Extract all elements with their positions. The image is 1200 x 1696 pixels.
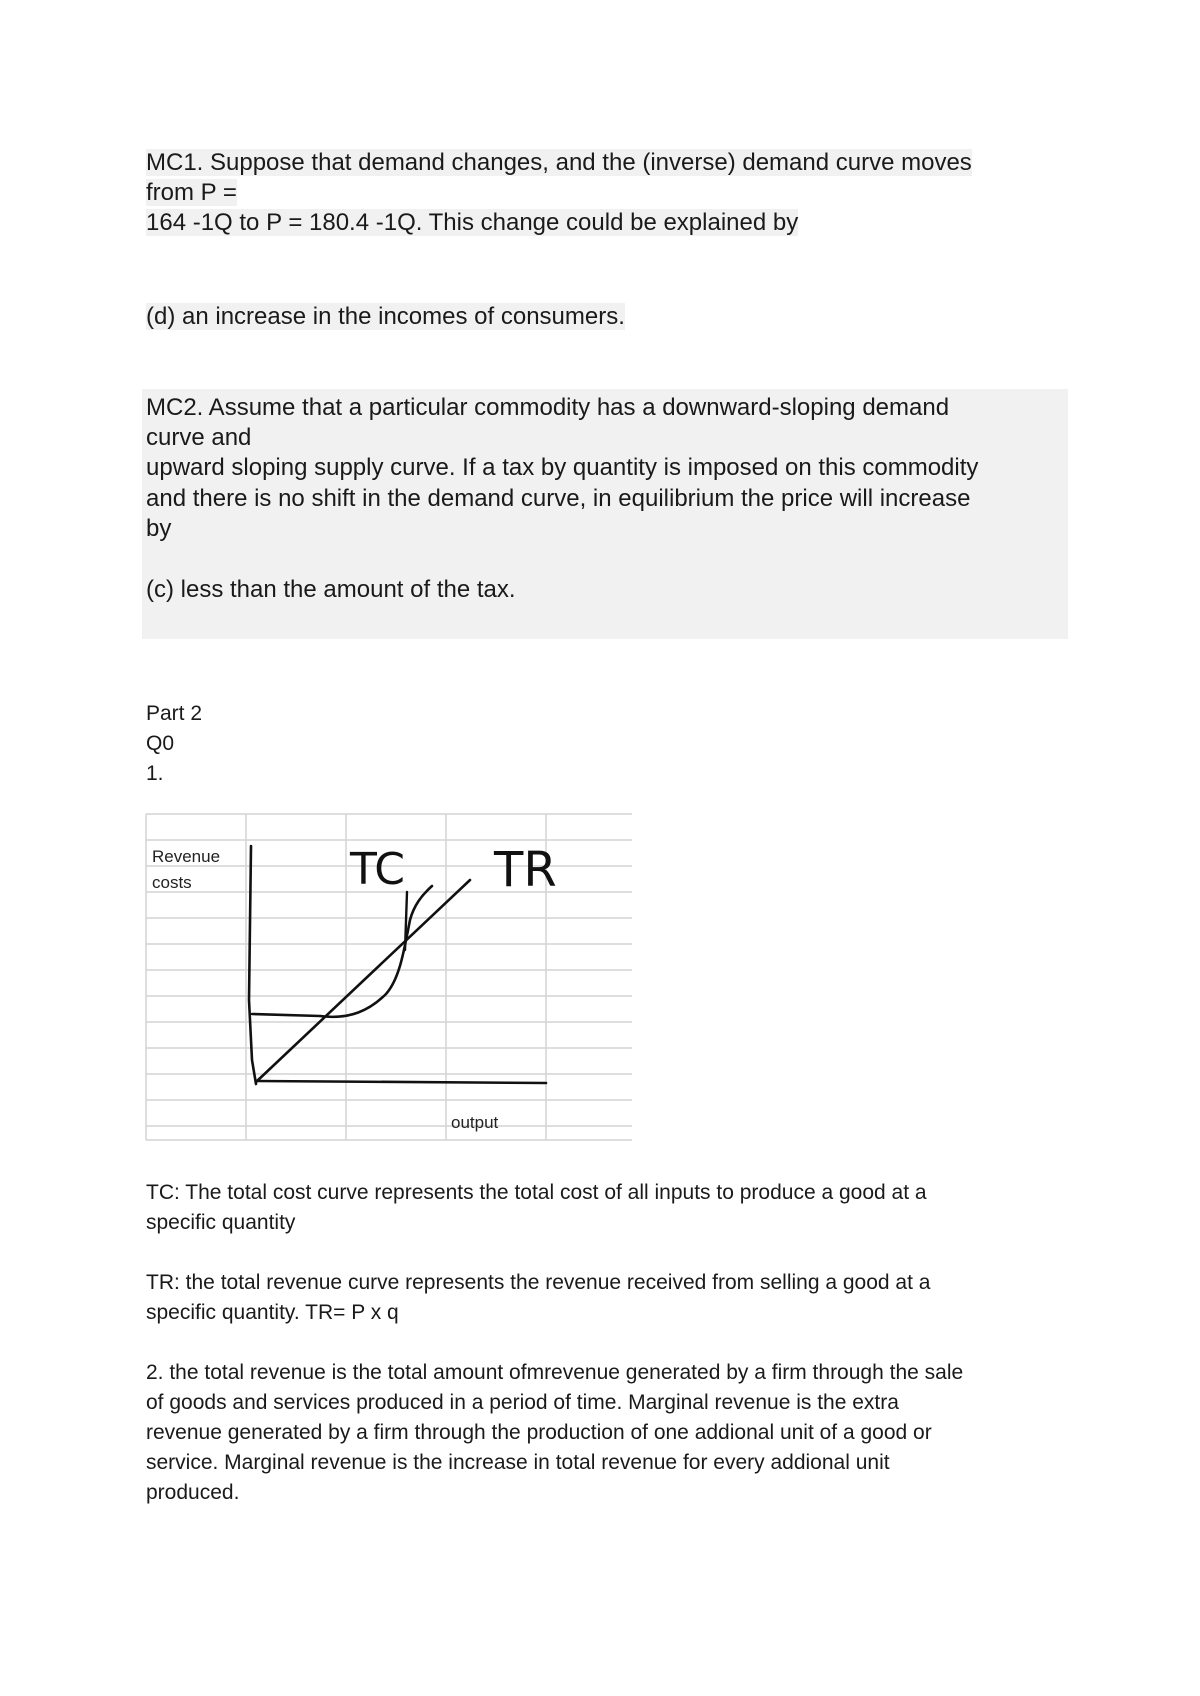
y-axis-label-costs: costs bbox=[152, 873, 192, 892]
answer2-line-4: service. Marginal revenue is the increase in total revenue for every addional unit bbox=[146, 1451, 890, 1474]
mc2-question-line-1: MC2. Assume that a particular commodity has a downward-sloping demand bbox=[146, 394, 950, 421]
mc2-question-line-4: and there is no shift in the demand curve, in equilibrium the price will increase bbox=[146, 485, 971, 512]
mc1-question-line-2: from P = bbox=[146, 179, 237, 206]
y-axis-label-revenue: Revenue bbox=[152, 847, 221, 866]
mc1-answer: (d) an increase in the incomes of consumers. bbox=[146, 303, 625, 330]
tr-definition-line-2: specific quantity. TR= P x q bbox=[146, 1301, 399, 1324]
tc-curve bbox=[252, 886, 432, 1017]
tr-definition-line-1: TR: the total revenue curve represents the revenue received from selling a good at a bbox=[146, 1271, 931, 1294]
x-axis-label-output: output bbox=[451, 1113, 499, 1132]
tc-definition-line-2: specific quantity bbox=[146, 1211, 296, 1234]
q0-label: Q0 bbox=[146, 732, 175, 755]
mc2-question-line-5: by bbox=[146, 515, 172, 542]
mc2-question-line-3: upward sloping supply curve. If a tax by quantity is imposed on this commodity bbox=[146, 454, 979, 481]
mc2-answer: (c) less than the amount of the tax. bbox=[146, 576, 516, 603]
answer2-line-1: 2. the total revenue is the total amount ofmrevenue generated by a firm through the sale bbox=[146, 1361, 964, 1384]
answer2-line-2: of goods and services produced in a period of time. Marginal revenue is the extra bbox=[146, 1391, 899, 1414]
mc2-question-line-2: curve and bbox=[146, 424, 252, 451]
item-1-label: 1. bbox=[146, 762, 164, 785]
tr-label: TR bbox=[494, 842, 557, 898]
tc-definition-line-1: TC: The total cost curve represents the total cost of all inputs to produce a good at a bbox=[146, 1181, 927, 1204]
part2-heading: Part 2 bbox=[146, 702, 203, 725]
mc1-question-line-1: MC1. Suppose that demand changes, and the (inverse) demand curve moves bbox=[146, 149, 972, 176]
tc-label: TC bbox=[350, 844, 406, 895]
answer2-line-3: revenue generated by a firm through the production of one addional unit of a good or bbox=[146, 1421, 932, 1444]
mc1-question-line-3: 164 -1Q to P = 180.4 -1Q. This change could be explained by bbox=[146, 209, 799, 236]
answer2-line-5: produced. bbox=[146, 1481, 240, 1504]
tr-curve bbox=[256, 880, 470, 1082]
